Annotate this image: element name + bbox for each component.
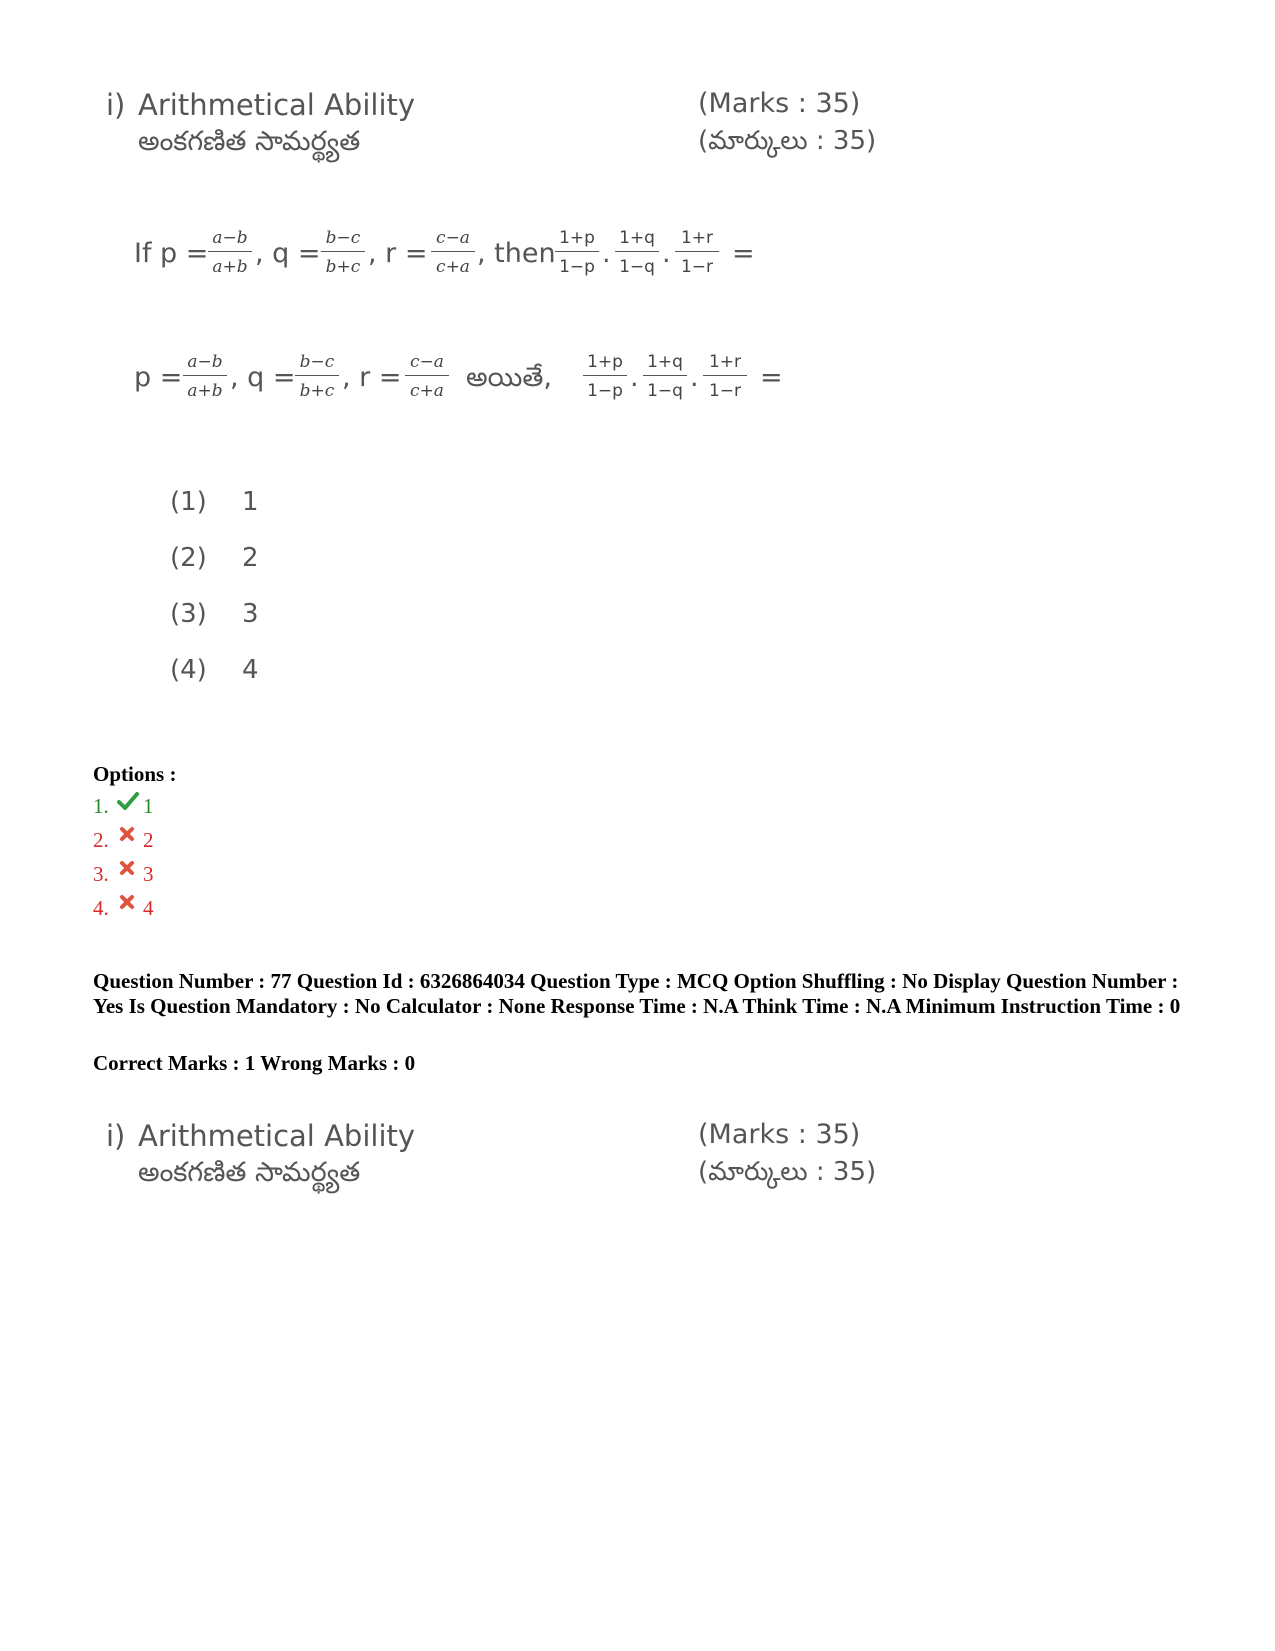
question-then: , then (477, 238, 556, 269)
fraction-p: a−b a+b (180, 350, 230, 403)
dot: . (630, 362, 639, 393)
section-title-english: Arithmetical Ability (138, 88, 416, 122)
option-value: 3 (143, 862, 154, 886)
question-q-label: , q = (230, 362, 296, 393)
choice-value: 3 (242, 599, 259, 629)
question-p-label: p = (134, 362, 183, 393)
dot: . (662, 238, 671, 269)
fraction-1: 1+p 1−p (552, 226, 602, 279)
choice-number: (3) (170, 599, 207, 629)
option-number: 3. (93, 862, 109, 886)
question-metadata: Question Number : 77 Question Id : 6326864034 Question Type : MCQ Option Shuffling : No Display Question Number : Yes Is Question Mandatory : No Calculator : None Response Time : N.A Think Time : N.A Minimum Instruction Time : 0 (93, 969, 1181, 1018)
option-number: 2. (93, 828, 109, 852)
fraction-r: c−a c+a (402, 350, 452, 403)
fraction-3: 1+r 1−r (700, 350, 750, 403)
question-ayite: అయితే, (466, 362, 552, 393)
section-title-telugu: అంకగణిత సామర్థ్యత (138, 126, 361, 157)
choice-number: (2) (170, 543, 207, 573)
fraction-q: b−c b+c (292, 350, 342, 403)
section-marks-english: (Marks : 35) (698, 1119, 861, 1150)
section-number: i) (106, 88, 126, 122)
equals-sign: = (760, 362, 783, 393)
fraction-2: 1+q 1−q (612, 226, 662, 279)
question-q-label: , q = (255, 238, 321, 269)
fraction-2: 1+q 1−q (640, 350, 690, 403)
dot: . (690, 362, 699, 393)
option-number: 1. (93, 794, 109, 818)
fraction-p: a−b a+b (205, 226, 255, 279)
option-value: 4 (143, 896, 154, 920)
question-telugu (134, 350, 794, 410)
fraction-q: b−c b+c (318, 226, 368, 279)
section-number: i) (106, 1119, 126, 1153)
fraction-1: 1+p 1−p (580, 350, 630, 403)
choice-value: 1 (242, 487, 259, 517)
choice-number: (1) (170, 487, 207, 517)
question-english (134, 226, 774, 286)
option-value: 2 (143, 828, 154, 852)
question-r-label: , r = (342, 362, 402, 393)
cross-icon (117, 892, 139, 914)
cross-icon (117, 824, 139, 846)
options-label: Options : (93, 762, 177, 786)
choice-number: (4) (170, 655, 207, 685)
section-header (106, 1119, 906, 1199)
check-icon (117, 790, 139, 812)
fraction-r: c−a c+a (428, 226, 478, 279)
choice-value: 4 (242, 655, 259, 685)
section-marks-telugu: (మార్కులు : 35) (698, 1157, 877, 1187)
question-prefix: If p = (134, 238, 209, 269)
section-marks-english: (Marks : 35) (698, 88, 861, 119)
section-marks-telugu: (మార్కులు : 35) (698, 126, 877, 156)
section-header (106, 88, 906, 168)
equals-sign: = (732, 238, 755, 269)
marks-info: Correct Marks : 1 Wrong Marks : 0 (93, 1051, 416, 1075)
dot: . (602, 238, 611, 269)
option-value: 1 (143, 794, 154, 818)
fraction-3: 1+r 1−r (672, 226, 722, 279)
choice-value: 2 (242, 543, 259, 573)
section-title-english: Arithmetical Ability (138, 1119, 416, 1153)
option-number: 4. (93, 896, 109, 920)
section-title-telugu: అంకగణిత సామర్థ్యత (138, 1157, 361, 1188)
question-r-label: , r = (368, 238, 428, 269)
cross-icon (117, 858, 139, 880)
